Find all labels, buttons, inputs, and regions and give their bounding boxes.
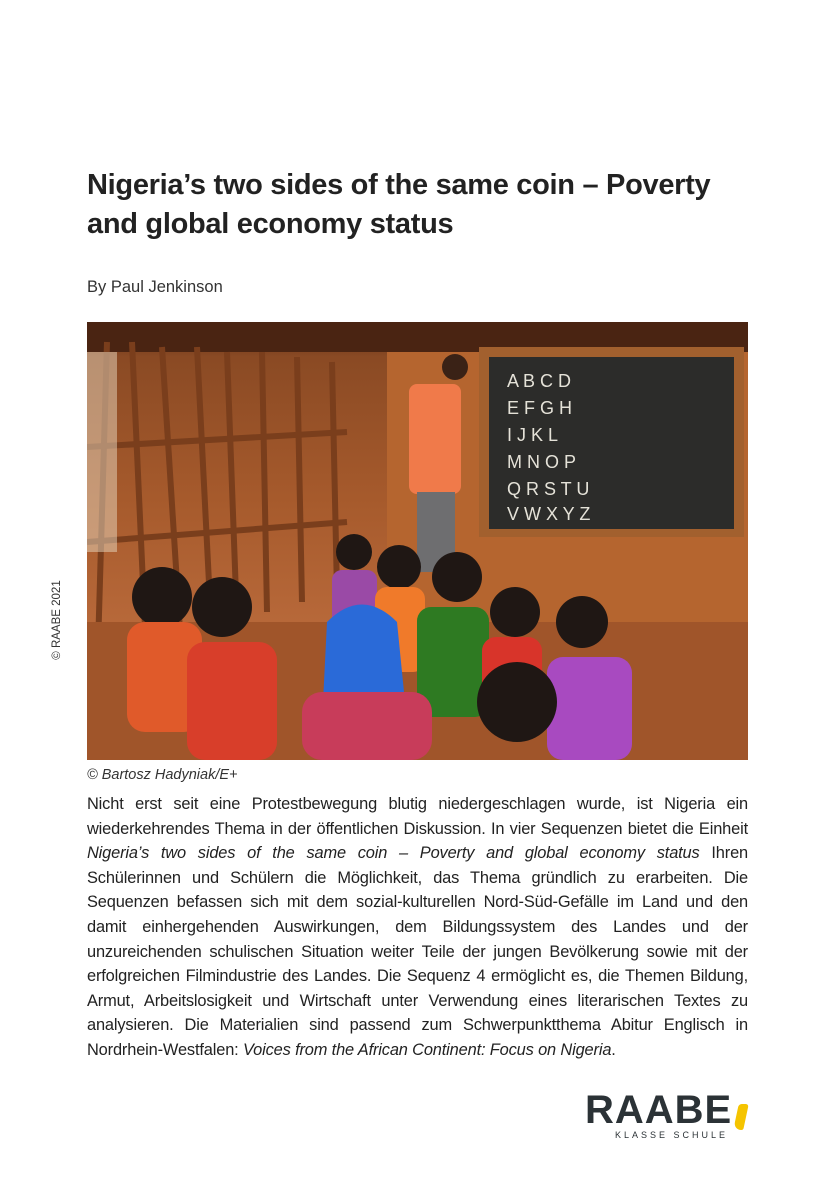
body-text: Nicht erst seit eine Protestbewegung blutig niedergeschlagen wurde, ist Nigeria ein wiederkehrendes Thema in der öffentlichen Diskussion. In vier Sequenzen bietet die Einheit [87,795,748,838]
svg-text:M N O P: M N O P [507,452,577,472]
copyright-note: © RAABE 2021 [51,580,63,660]
page-title: Nigeria’s two sides of the same coin – Poverty and global economy status [87,169,711,240]
logo-wordmark: RAABE [585,1088,733,1132]
svg-text:V W X Y Z: V W X Y Z [507,504,591,524]
raabe-logo [585,1090,755,1140]
svg-text:Q R S T U: Q R S T U [507,479,590,499]
body-text-end: . [611,1040,616,1059]
classroom-illustration [87,322,748,760]
author-byline: By Paul Jenkinson [87,278,223,296]
photo-caption: © Bartosz Hadyniak/E+ [87,767,238,783]
body-text: Ihren Schülerinnen und Schülern die Möglichkeit, das Thema gründlich zu erarbeiten. Die Sequenzen befassen sich mit dem sozial-kulturellen Nord-Süd-Gefälle im Land und den damit einhergehenden Auswirkungen, dem Bildungssystem des Landes und der unzureichenden schulischen Situation weiter Teile der jungen Bevölkerung sowie mit der erfolgreichen Filmindustrie des Landes. Die Sequenz 4 ermöglicht es, die Themen Bildung, Armut, Arbeitslosigkeit und Wirtschaft unter Verwendung eines literarischen Textes zu analysieren. Die Materialien sind passend zum Schwerpunktthema Abitur Englisch in Nordrhein-Westfalen: [87,844,748,1059]
svg-text:I J K L: I J K L [507,425,559,445]
classroom-photo [87,322,748,760]
svg-text:E F G H: E F G H [507,398,573,418]
intro-paragraph [87,792,748,1063]
focus-topic-italic: Voices from the African Continent: Focus on Nigeria [242,1040,612,1059]
svg-text:A B C D: A B C D [507,371,572,391]
logo-tagline: KLASSE SCHULE [615,1130,729,1140]
unit-title-italic: Nigeria’s two sides of the same coin – Poverty and global economy status [87,844,700,863]
